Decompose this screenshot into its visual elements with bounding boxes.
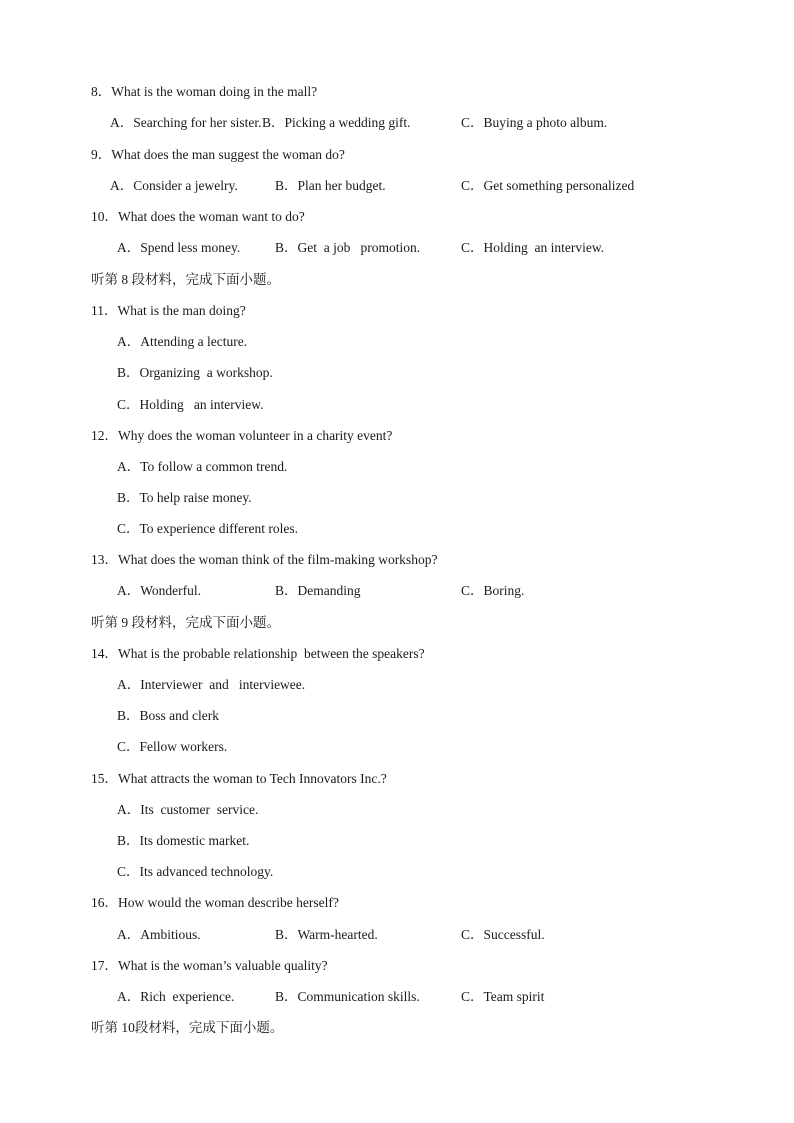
question-14-option-a: A．Interviewer and interviewee. bbox=[117, 677, 306, 692]
question-10-option-a: A．Spend less money. bbox=[117, 240, 241, 255]
question-15-option-a: A．Its customer service. bbox=[117, 802, 259, 817]
section-9-heading: 听第 9 段材料，完成下面小题。 bbox=[91, 615, 280, 630]
question-12-option-a: A．To follow a common trend. bbox=[117, 459, 288, 474]
question-11-option-b: B．Organizing a workshop. bbox=[117, 365, 273, 380]
question-16-option-b: B．Warm-hearted. bbox=[275, 927, 378, 942]
question-16-option-c: C．Successful. bbox=[461, 927, 545, 942]
question-16-stem: 16．How would the woman describe herself? bbox=[91, 895, 339, 910]
question-17-stem: 17．What is the woman’s valuable quality? bbox=[91, 958, 328, 973]
question-15-option-c: C．Its advanced technology. bbox=[117, 864, 274, 879]
question-10-stem: 10．What does the woman want to do? bbox=[91, 209, 305, 224]
question-9-option-c: C．Get something personalized bbox=[461, 178, 635, 193]
question-9-stem: 9．What does the man suggest the woman do? bbox=[91, 147, 345, 162]
question-13-option-b: B．Demanding bbox=[275, 583, 361, 598]
question-11-stem: 11．What is the man doing? bbox=[91, 303, 246, 318]
question-9-option-b: B．Plan her budget. bbox=[275, 178, 386, 193]
question-11-option-c: C．Holding an interview. bbox=[117, 397, 264, 412]
question-11-option-a: A．Attending a lecture. bbox=[117, 334, 248, 349]
question-13-stem: 13．What does the woman think of the film-making workshop? bbox=[91, 552, 438, 567]
question-10-option-c: C．Holding an interview. bbox=[461, 240, 605, 255]
question-13-option-a: A．Wonderful. bbox=[117, 583, 202, 598]
question-9-option-a: A．Consider a jewelry. bbox=[110, 178, 238, 193]
question-8-option-c: C．Buying a photo album. bbox=[461, 115, 608, 130]
question-17-option-b: B．Communication skills. bbox=[275, 989, 420, 1004]
question-12-option-c: C．To experience different roles. bbox=[117, 521, 298, 536]
question-16-option-a: A．Ambitious. bbox=[117, 927, 201, 942]
question-12-stem: 12．Why does the woman volunteer in a charity event? bbox=[91, 428, 393, 443]
question-12-option-b: B．To help raise money. bbox=[117, 490, 252, 505]
question-15-stem: 15．What attracts the woman to Tech Innovators Inc.? bbox=[91, 771, 387, 786]
question-15-option-b: B．Its domestic market. bbox=[117, 833, 250, 848]
section-10-heading: 听第 10段材料，完成下面小题。 bbox=[91, 1020, 284, 1035]
question-8-stem: 8．What is the woman doing in the mall? bbox=[91, 84, 318, 99]
question-17-option-a: A．Rich experience. bbox=[117, 989, 235, 1004]
question-13-option-c: C．Boring. bbox=[461, 583, 525, 598]
question-14-option-b: B．Boss and clerk bbox=[117, 708, 219, 723]
question-14-stem: 14．What is the probable relationship between the speakers? bbox=[91, 646, 425, 661]
question-10-option-b: B．Get a job promotion. bbox=[275, 240, 421, 255]
question-8-option-b: B．Picking a wedding gift. bbox=[262, 115, 411, 130]
question-14-option-c: C．Fellow workers. bbox=[117, 739, 228, 754]
section-8-heading: 听第 8 段材料，完成下面小题。 bbox=[91, 272, 280, 287]
question-8-option-a: A．Searching for her sister. bbox=[110, 115, 262, 130]
question-17-option-c: C．Team spirit bbox=[461, 989, 545, 1004]
